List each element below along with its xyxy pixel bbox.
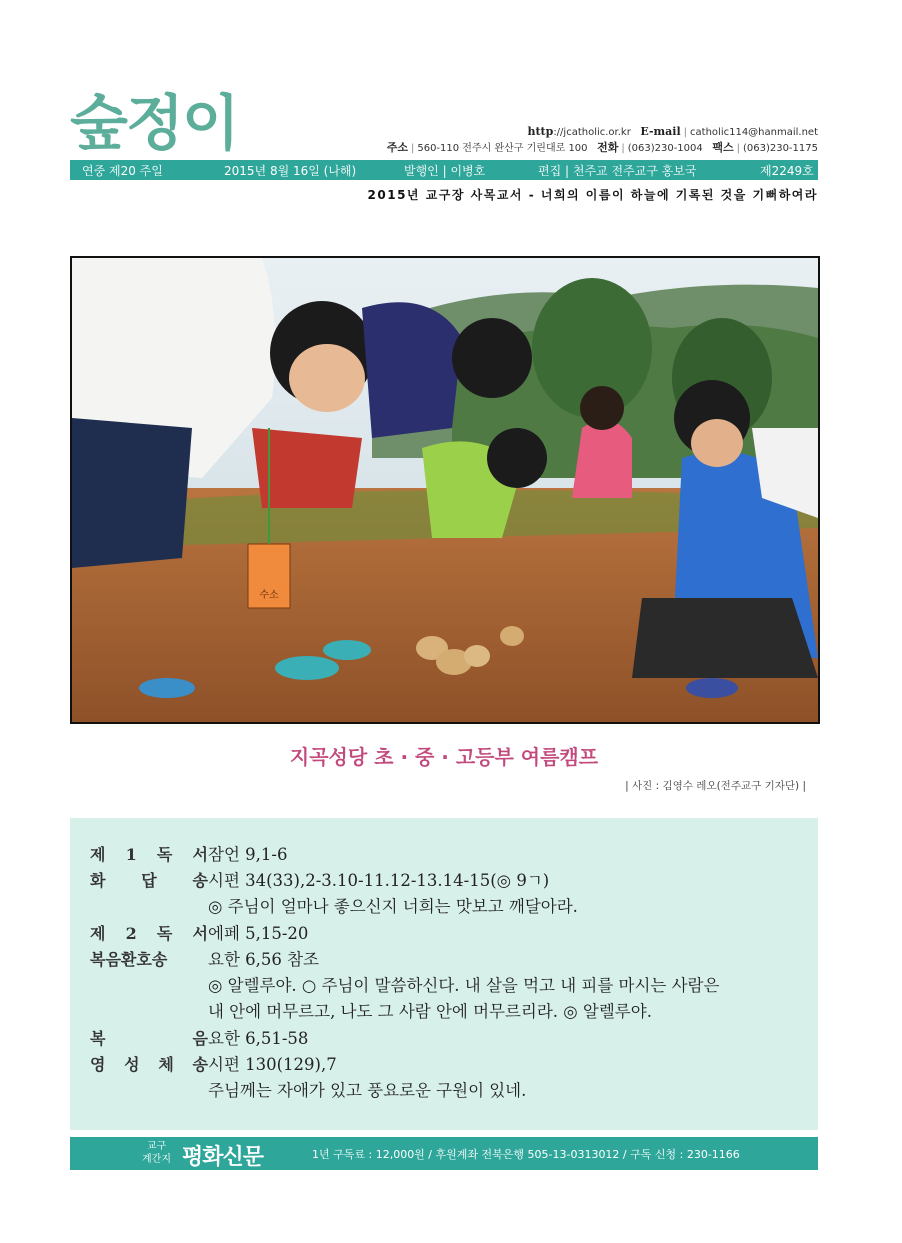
reading-text: 내 안에 머무르고, 나도 그 사람 안에 머무르리라. ◎ 알렐루야. <box>208 1002 652 1021</box>
subscription-info: 1년 구독료 : 12,000원 / 후원계좌 전북은행 505-13-0313012 / 구독 신청 : 230-1166 <box>312 1148 740 1161</box>
phone-label: 전화 <box>597 141 619 154</box>
footer-kind-line1: 교구 <box>146 1141 167 1152</box>
email-label: E-mail <box>640 125 681 138</box>
photo-credit: | 사진 : 김영수 레오(전주교구 기자단) | <box>625 780 806 792</box>
editor: 편집 | 천주교 전주교구 홍보국 <box>538 164 697 178</box>
pastoral-motto: 2015년 교구장 사목교서 - 너희의 이름이 하늘에 기록된 것을 기뻐하여라 <box>367 188 818 202</box>
reading-label: 제 2 독 서 <box>90 924 208 943</box>
footer-kind-line2: 계간지 <box>142 1154 171 1165</box>
reading-label: 제 1 독 서 <box>90 845 208 864</box>
issue-info-bar <box>70 160 818 180</box>
newsletter-logo: 숲정이 <box>70 89 238 159</box>
reading-text: 주님께는 자애가 있고 풍요로운 구원이 있네. <box>208 1081 527 1100</box>
reading-text: ◎ 주님이 얼마나 좋으신지 너희는 맛보고 깨달아라. <box>208 897 578 916</box>
mass-readings-box <box>70 818 818 1130</box>
reading-text: 요한 6,51-58 <box>208 1029 309 1048</box>
reading-label: 화 답 송 <box>90 871 208 890</box>
website-link[interactable]: ://jcatholic.or.kr <box>553 127 631 138</box>
footer-kind-label <box>142 1140 171 1166</box>
website-label: http <box>527 125 554 138</box>
contact-line-2: 주소 | 560-110 전주시 완산구 기린대로 100 전화 | (063)230-1004 팩스 | (063)230-1175 <box>386 141 818 154</box>
reading-label: 복음환호송 <box>90 950 168 969</box>
email-link[interactable]: catholic114@hanmail.net <box>690 127 818 138</box>
reading-label: 영 성 체 송 <box>90 1055 208 1074</box>
address-text: 560-110 전주시 완산구 기린대로 100 <box>417 143 588 154</box>
fax-text: (063)230-1175 <box>742 143 818 154</box>
photo-illustration <box>72 258 818 722</box>
reading-text: 잠언 9,1-6 <box>208 845 288 864</box>
phone-text: (063)230-1004 <box>627 143 703 154</box>
reading-label: 복 음 <box>90 1029 208 1048</box>
magazine-brand: 평화신문 <box>182 1144 264 1170</box>
issue-date: 2015년 8월 16일 (나해) <box>224 164 357 178</box>
photo-caption: 지곡성당 초 · 중 · 고등부 여름캠프 <box>289 745 599 769</box>
fax-label: 팩스 <box>712 141 734 154</box>
reading-text: 시편 130(129),7 <box>208 1055 337 1074</box>
contact-line-1: http://jcatholic.or.kr E-mail | catholic114@hanmail.net <box>527 125 818 138</box>
liturgical-day: 연중 제20 주일 <box>82 164 163 178</box>
publisher: 발행인 | 이병호 <box>404 164 486 178</box>
reading-text: 에페 5,15-20 <box>208 924 309 943</box>
reading-text: ◎ 알렐루야. ○ 주님이 말씀하신다. 내 살을 먹고 내 피를 마시는 사람은 <box>208 976 720 995</box>
issue-number: 제2249호 <box>760 164 814 178</box>
contact-info <box>330 124 818 156</box>
subscription-footer <box>70 1137 818 1170</box>
name-tag-text: 수소 <box>259 590 279 601</box>
reading-text: 시편 34(33),2-3.10-11.12-13.14-15(◎ 9ㄱ) <box>208 871 550 890</box>
camp-photo <box>70 256 820 724</box>
address-label: 주소 <box>386 141 408 154</box>
reading-text: 요한 6,56 참조 <box>208 950 319 969</box>
